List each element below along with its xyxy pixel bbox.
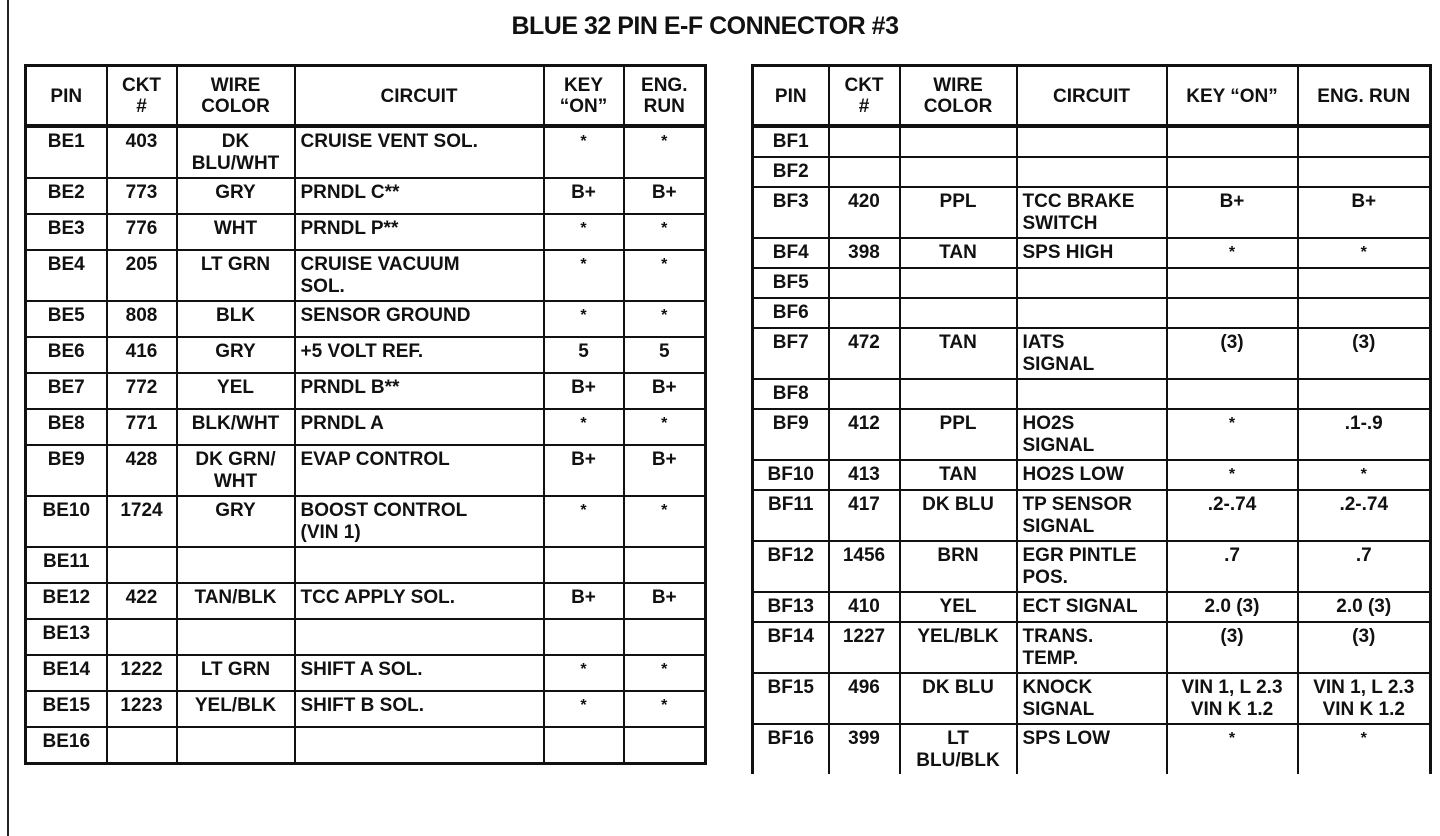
key-on-cell: * — [1167, 460, 1298, 490]
table-row — [753, 238, 1431, 268]
wire-color-cell: BLK/WHT — [177, 409, 295, 445]
circuit-cell: SHIFT A SOL. — [295, 655, 544, 691]
table-row — [26, 619, 706, 655]
table-row — [753, 541, 1431, 592]
eng-run-cell: * — [624, 409, 706, 445]
key-on-cell — [1167, 268, 1298, 298]
eng-run-cell — [624, 727, 706, 764]
ckt-cell: 399 — [829, 724, 900, 774]
wire-color-cell: DK BLU — [900, 673, 1017, 724]
table-row — [26, 727, 706, 764]
circuit-cell: SHIFT B SOL. — [295, 691, 544, 727]
key-on-cell: * — [544, 655, 624, 691]
ckt-cell: 410 — [829, 592, 900, 622]
circuit-cell — [295, 619, 544, 655]
circuit-cell: EGR PINTLE POS. — [1017, 541, 1167, 592]
ckt-cell: 1456 — [829, 541, 900, 592]
wire-color-cell — [177, 619, 295, 655]
table-row — [753, 622, 1431, 673]
ckt-cell — [829, 157, 900, 187]
table-row — [26, 126, 706, 178]
wire-color-cell: PPL — [900, 409, 1017, 460]
wire-color-cell — [177, 727, 295, 764]
eng-run-cell — [624, 547, 706, 583]
circuit-cell — [1017, 298, 1167, 328]
circuit-cell: PRNDL B** — [295, 373, 544, 409]
page-margin-rule — [7, 0, 9, 836]
pin-cell: BE9 — [26, 445, 107, 496]
table-row — [753, 268, 1431, 298]
pin-cell: BE8 — [26, 409, 107, 445]
table-row — [753, 409, 1431, 460]
key-on-cell: B+ — [544, 583, 624, 619]
pin-cell: BF9 — [753, 409, 829, 460]
ckt-cell: 205 — [107, 250, 177, 301]
table-row — [26, 583, 706, 619]
wire-color-cell — [900, 157, 1017, 187]
key-on-cell: * — [544, 496, 624, 547]
ckt-cell: 403 — [107, 126, 177, 178]
key-on-cell: * — [544, 250, 624, 301]
wire-color-cell: GRY — [177, 178, 295, 214]
ckt-cell — [107, 619, 177, 655]
wire-color-cell: LT BLU/BLK — [900, 724, 1017, 774]
wire-color-cell: TAN — [900, 460, 1017, 490]
key-on-cell: B+ — [544, 178, 624, 214]
table-row — [26, 547, 706, 583]
wire-color-cell: DK BLU — [900, 490, 1017, 541]
table-row — [753, 490, 1431, 541]
circuit-cell: +5 VOLT REF. — [295, 337, 544, 373]
eng-run-cell: * — [624, 126, 706, 178]
wire-color-cell — [900, 298, 1017, 328]
key-on-cell: * — [544, 691, 624, 727]
wire-color-cell: PPL — [900, 187, 1017, 238]
eng-run-cell: B+ — [624, 583, 706, 619]
header-key-on: KEY “ON” — [544, 66, 624, 127]
wire-color-cell: TAN/BLK — [177, 583, 295, 619]
key-on-cell: B+ — [1167, 187, 1298, 238]
circuit-cell: CRUISE VENT SOL. — [295, 126, 544, 178]
circuit-cell: PRNDL A — [295, 409, 544, 445]
eng-run-cell: * — [624, 496, 706, 547]
ckt-cell: 776 — [107, 214, 177, 250]
table-row — [753, 157, 1431, 187]
eng-run-cell: * — [624, 214, 706, 250]
pin-cell: BF8 — [753, 379, 829, 409]
wire-color-cell: WHT — [177, 214, 295, 250]
circuit-cell: BOOST CONTROL (VIN 1) — [295, 496, 544, 547]
eng-run-cell — [1298, 126, 1431, 157]
wire-color-cell: TAN — [900, 238, 1017, 268]
pin-cell: BE16 — [26, 727, 107, 764]
key-on-cell: * — [1167, 409, 1298, 460]
ckt-cell: 771 — [107, 409, 177, 445]
key-on-cell: * — [544, 126, 624, 178]
ckt-cell — [107, 547, 177, 583]
eng-run-cell: * — [624, 655, 706, 691]
ckt-cell: 422 — [107, 583, 177, 619]
eng-run-cell: B+ — [624, 373, 706, 409]
ckt-cell: 772 — [107, 373, 177, 409]
eng-run-cell: .7 — [1298, 541, 1431, 592]
ckt-cell: 398 — [829, 238, 900, 268]
ckt-cell: 472 — [829, 328, 900, 379]
eng-run-cell: B+ — [1298, 187, 1431, 238]
eng-run-cell: .1-.9 — [1298, 409, 1431, 460]
ckt-cell — [107, 727, 177, 764]
header-wire-color: WIRE COLOR — [900, 66, 1017, 127]
circuit-cell: EVAP CONTROL — [295, 445, 544, 496]
circuit-cell: HO2S SIGNAL — [1017, 409, 1167, 460]
pin-cell: BF2 — [753, 157, 829, 187]
circuit-cell: TCC APPLY SOL. — [295, 583, 544, 619]
table-row — [753, 298, 1431, 328]
circuit-cell: PRNDL C** — [295, 178, 544, 214]
circuit-cell — [1017, 379, 1167, 409]
circuit-cell: IATS SIGNAL — [1017, 328, 1167, 379]
pin-cell: BF5 — [753, 268, 829, 298]
wire-color-cell: TAN — [900, 328, 1017, 379]
ckt-cell: 1724 — [107, 496, 177, 547]
ckt-cell — [829, 268, 900, 298]
circuit-cell: HO2S LOW — [1017, 460, 1167, 490]
key-on-cell: * — [1167, 724, 1298, 774]
key-on-cell: * — [544, 301, 624, 337]
circuit-cell: ECT SIGNAL — [1017, 592, 1167, 622]
key-on-cell: * — [544, 214, 624, 250]
circuit-cell: TCC BRAKE SWITCH — [1017, 187, 1167, 238]
wire-color-cell: BLK — [177, 301, 295, 337]
key-on-cell: 2.0 (3) — [1167, 592, 1298, 622]
eng-run-cell: * — [624, 301, 706, 337]
ckt-cell: 417 — [829, 490, 900, 541]
wire-color-cell — [177, 547, 295, 583]
header-circuit: CIRCUIT — [1017, 66, 1167, 127]
wire-color-cell: YEL/BLK — [177, 691, 295, 727]
table-row — [753, 126, 1431, 157]
pin-cell: BF3 — [753, 187, 829, 238]
eng-run-cell — [1298, 157, 1431, 187]
ckt-cell: 416 — [107, 337, 177, 373]
eng-run-cell — [1298, 298, 1431, 328]
table-row — [26, 691, 706, 727]
header-eng-run: ENG. RUN — [624, 66, 706, 127]
table-row — [26, 445, 706, 496]
circuit-cell — [1017, 157, 1167, 187]
wire-color-cell — [900, 379, 1017, 409]
eng-run-cell — [1298, 379, 1431, 409]
ckt-cell: 808 — [107, 301, 177, 337]
ckt-cell: 420 — [829, 187, 900, 238]
eng-run-cell: VIN 1, L 2.3 VIN K 1.2 — [1298, 673, 1431, 724]
key-on-cell: B+ — [544, 373, 624, 409]
table-row — [26, 178, 706, 214]
header-pin: PIN — [753, 66, 829, 127]
pin-cell: BF4 — [753, 238, 829, 268]
pin-cell: BF11 — [753, 490, 829, 541]
table-row — [753, 379, 1431, 409]
circuit-cell: CRUISE VACUUM SOL. — [295, 250, 544, 301]
pin-cell: BF7 — [753, 328, 829, 379]
circuit-cell — [1017, 268, 1167, 298]
key-on-cell — [1167, 126, 1298, 157]
key-on-cell — [1167, 157, 1298, 187]
table-row — [26, 250, 706, 301]
key-on-cell: B+ — [544, 445, 624, 496]
key-on-cell — [544, 727, 624, 764]
pin-cell: BF1 — [753, 126, 829, 157]
pin-cell: BF15 — [753, 673, 829, 724]
key-on-cell: .7 — [1167, 541, 1298, 592]
key-on-cell: 5 — [544, 337, 624, 373]
pin-cell: BF13 — [753, 592, 829, 622]
ckt-cell: 1227 — [829, 622, 900, 673]
ckt-cell: 413 — [829, 460, 900, 490]
table-row — [753, 328, 1431, 379]
pin-cell: BE5 — [26, 301, 107, 337]
eng-run-cell: * — [624, 250, 706, 301]
header-pin: PIN — [26, 66, 107, 127]
eng-run-cell: B+ — [624, 178, 706, 214]
pin-cell: BE7 — [26, 373, 107, 409]
pin-cell: BE1 — [26, 126, 107, 178]
pin-cell: BE3 — [26, 214, 107, 250]
pin-cell: BF10 — [753, 460, 829, 490]
header-ckt: CKT # — [107, 66, 177, 127]
table-row — [753, 187, 1431, 238]
circuit-cell: SENSOR GROUND — [295, 301, 544, 337]
circuit-cell — [295, 547, 544, 583]
pin-cell: BE2 — [26, 178, 107, 214]
key-on-cell — [1167, 298, 1298, 328]
ckt-cell: 773 — [107, 178, 177, 214]
circuit-cell: SPS LOW — [1017, 724, 1167, 774]
wire-color-cell: YEL/BLK — [900, 622, 1017, 673]
circuit-cell: KNOCK SIGNAL — [1017, 673, 1167, 724]
eng-run-cell: 5 — [624, 337, 706, 373]
table-row — [26, 214, 706, 250]
ckt-cell: 496 — [829, 673, 900, 724]
page-title: BLUE 32 PIN E-F CONNECTOR #3 — [511, 12, 899, 40]
key-on-cell — [544, 619, 624, 655]
table-row — [26, 337, 706, 373]
ckt-cell: 1223 — [107, 691, 177, 727]
wire-color-cell: LT GRN — [177, 655, 295, 691]
key-on-cell: VIN 1, L 2.3 VIN K 1.2 — [1167, 673, 1298, 724]
header-wire-color: WIRE COLOR — [177, 66, 295, 127]
eng-run-cell: * — [1298, 460, 1431, 490]
pin-cell: BE10 — [26, 496, 107, 547]
table-row — [753, 592, 1431, 622]
key-on-cell: * — [1167, 238, 1298, 268]
circuit-cell: SPS HIGH — [1017, 238, 1167, 268]
header-eng-run: ENG. RUN — [1298, 66, 1431, 127]
header-row — [26, 66, 706, 127]
ckt-cell: 428 — [107, 445, 177, 496]
key-on-cell: .2-.74 — [1167, 490, 1298, 541]
circuit-cell — [1017, 126, 1167, 157]
key-on-cell: (3) — [1167, 622, 1298, 673]
ckt-cell: 1222 — [107, 655, 177, 691]
header-circuit: CIRCUIT — [295, 66, 544, 127]
table-row — [26, 496, 706, 547]
eng-run-cell: .2-.74 — [1298, 490, 1431, 541]
eng-run-cell: * — [1298, 724, 1431, 774]
ckt-cell: 412 — [829, 409, 900, 460]
circuit-cell: TP SENSOR SIGNAL — [1017, 490, 1167, 541]
header-row — [753, 66, 1431, 127]
connector-table-bf — [751, 64, 1432, 774]
wire-color-cell — [900, 268, 1017, 298]
pin-cell: BE11 — [26, 547, 107, 583]
ckt-cell — [829, 298, 900, 328]
eng-run-cell: (3) — [1298, 328, 1431, 379]
key-on-cell: * — [544, 409, 624, 445]
eng-run-cell: B+ — [624, 445, 706, 496]
connector-table-be — [24, 64, 707, 765]
pin-cell: BE14 — [26, 655, 107, 691]
pin-cell: BE4 — [26, 250, 107, 301]
wire-color-cell: YEL — [900, 592, 1017, 622]
header-ckt: CKT # — [829, 66, 900, 127]
pin-cell: BE15 — [26, 691, 107, 727]
table-row — [26, 373, 706, 409]
eng-run-cell: (3) — [1298, 622, 1431, 673]
wire-color-cell: GRY — [177, 337, 295, 373]
pin-cell: BF6 — [753, 298, 829, 328]
wire-color-cell: LT GRN — [177, 250, 295, 301]
wire-color-cell: YEL — [177, 373, 295, 409]
eng-run-cell: 2.0 (3) — [1298, 592, 1431, 622]
eng-run-cell — [1298, 268, 1431, 298]
key-on-cell — [1167, 379, 1298, 409]
table-row — [26, 301, 706, 337]
key-on-cell: (3) — [1167, 328, 1298, 379]
circuit-cell: PRNDL P** — [295, 214, 544, 250]
circuit-cell — [295, 727, 544, 764]
table-row — [753, 724, 1431, 774]
pin-cell: BE6 — [26, 337, 107, 373]
pin-cell: BF16 — [753, 724, 829, 774]
wire-color-cell: DK GRN/ WHT — [177, 445, 295, 496]
pin-cell: BF14 — [753, 622, 829, 673]
wire-color-cell: DK BLU/WHT — [177, 126, 295, 178]
pin-cell: BE12 — [26, 583, 107, 619]
eng-run-cell: * — [1298, 238, 1431, 268]
wire-color-cell — [900, 126, 1017, 157]
table-row — [753, 673, 1431, 724]
wire-color-cell: BRN — [900, 541, 1017, 592]
table-row — [26, 409, 706, 445]
header-key-on: KEY “ON” — [1167, 66, 1298, 127]
ckt-cell — [829, 126, 900, 157]
pin-cell: BF12 — [753, 541, 829, 592]
eng-run-cell: * — [624, 691, 706, 727]
wire-color-cell: GRY — [177, 496, 295, 547]
key-on-cell — [544, 547, 624, 583]
table-row — [753, 460, 1431, 490]
eng-run-cell — [624, 619, 706, 655]
pin-cell: BE13 — [26, 619, 107, 655]
table-row — [26, 655, 706, 691]
ckt-cell — [829, 379, 900, 409]
circuit-cell: TRANS. TEMP. — [1017, 622, 1167, 673]
